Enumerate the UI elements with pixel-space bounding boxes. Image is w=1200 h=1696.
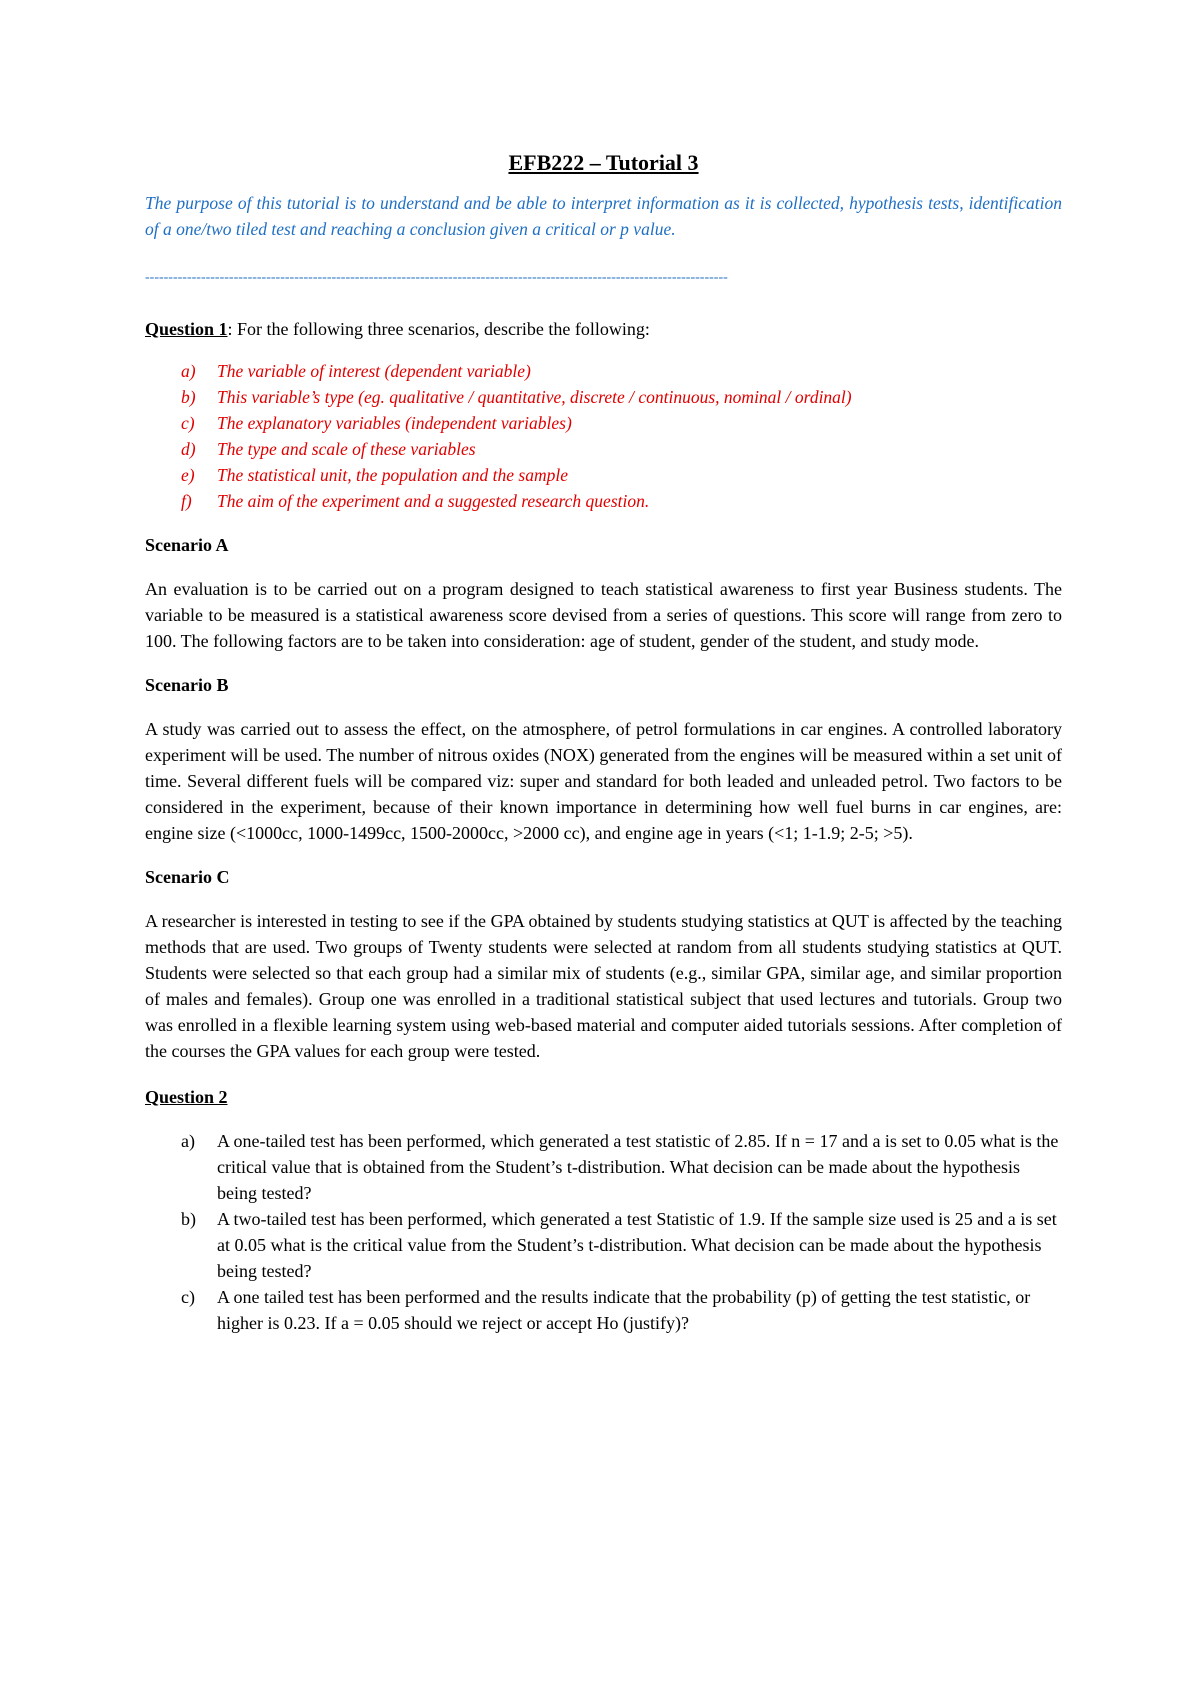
question-2-heading: Question 2 [145, 1087, 228, 1107]
list-item [145, 462, 1062, 488]
list-marker: b) [181, 1209, 196, 1229]
list-marker: c) [181, 413, 195, 433]
question-1-text: : For the following three scenarios, describe the following: [227, 319, 650, 339]
list-text: The explanatory variables (independent variables) [217, 413, 572, 433]
scenario-a-heading: Scenario A [145, 535, 229, 555]
list-marker: b) [181, 387, 196, 407]
question-1-heading [145, 316, 1062, 342]
list-text: The variable of interest (dependent variable) [217, 361, 531, 381]
question-2-list [145, 1128, 1062, 1336]
question-1-label: Question 1 [145, 319, 228, 339]
scenario-c-text: A researcher is interested in testing to see if the GPA obtained by students studying statistics at QUT is affected by the teaching methods that are used. Two groups of Twenty students were selected at random from all students studying statistics at QUT. Students were selected so that each group had a similar mix of students (e.g., similar GPA, similar age, and similar proportion of males and females). Group one was enrolled in a traditional statistical subject that used lectures and tutorials. Group two was enrolled in a flexible learning system using web-based material and computer aided tutorials sessions. After completion of the courses the GPA values for each group were tested. [145, 911, 1062, 1061]
question-1-list [145, 358, 1062, 514]
list-text: The type and scale of these variables [217, 439, 476, 459]
list-text: This variable’s type (eg. qualitative / quantitative, discrete / continuous, nominal / ordinal) [217, 387, 852, 407]
list-item [145, 1128, 1062, 1206]
list-marker: d) [181, 439, 196, 459]
document-page [145, 150, 1062, 1336]
list-text: The statistical unit, the population and the sample [217, 465, 568, 485]
section-divider: ----------------------------------------------------------------------------------------------------------------------------- [145, 270, 728, 285]
document-title: EFB222 – Tutorial 3 [508, 150, 699, 175]
list-item [145, 410, 1062, 436]
list-marker: f) [181, 491, 192, 511]
purpose-statement: The purpose of this tutorial is to understand and be able to interpret information as it is collected, hypothesis tests, identification of a one/two tiled test and reaching a conclusion given a critical or p value. [145, 193, 1062, 239]
list-marker: c) [181, 1287, 195, 1307]
list-marker: a) [181, 361, 196, 381]
list-marker: a) [181, 1131, 195, 1151]
list-text: The aim of the experiment and a suggested research question. [217, 491, 650, 511]
list-item [145, 384, 1062, 410]
list-item [145, 436, 1062, 462]
list-item [145, 1284, 1062, 1336]
list-item [145, 488, 1062, 514]
scenario-a-text: An evaluation is to be carried out on a program designed to teach statistical awareness to first year Business students. The variable to be measured is a statistical awareness score devised from a series of questions. This score will range from zero to 100. The following factors are to be taken into consideration: age of student, gender of the student, and study mode. [145, 579, 1062, 651]
list-item [145, 358, 1062, 384]
scenario-b-heading: Scenario B [145, 675, 229, 695]
list-text: A one-tailed test has been performed, which generated a test statistic of 2.85. If n = 17 and a is set to 0.05 what is the critical value that is obtained from the Student’s t-distribution. What decision can be made about the hypothesis being tested? [217, 1131, 1059, 1203]
scenario-c-heading: Scenario C [145, 867, 230, 887]
list-text: A two-tailed test has been performed, which generated a test Statistic of 1.9. If the sample size used is 25 and a is set at 0.05 what is the critical value from the Student’s t-distribution. What decision can be made about the hypothesis being tested? [217, 1209, 1057, 1281]
list-item [145, 1206, 1062, 1284]
list-marker: e) [181, 465, 195, 485]
scenario-b-text: A study was carried out to assess the effect, on the atmosphere, of petrol formulations in car engines. A controlled laboratory experiment will be used. The number of nitrous oxides (NOX) generated from the engines will be measured within a set unit of time. Several different fuels will be compared viz: super and standard for both leaded and unleaded petrol. Two factors to be considered in the experiment, because of their known importance in determining how well fuel burns in car engines, are: engine size (<1000cc, 1000-1499cc, 1500-2000cc, >2000 cc), and engine age in years (<1; 1-1.9; 2-5; >5). [145, 719, 1062, 843]
list-text: A one tailed test has been performed and the results indicate that the probability (p) of getting the test statistic, or higher is 0.23. If a = 0.05 should we reject or accept Ho (justify)? [217, 1287, 1031, 1333]
